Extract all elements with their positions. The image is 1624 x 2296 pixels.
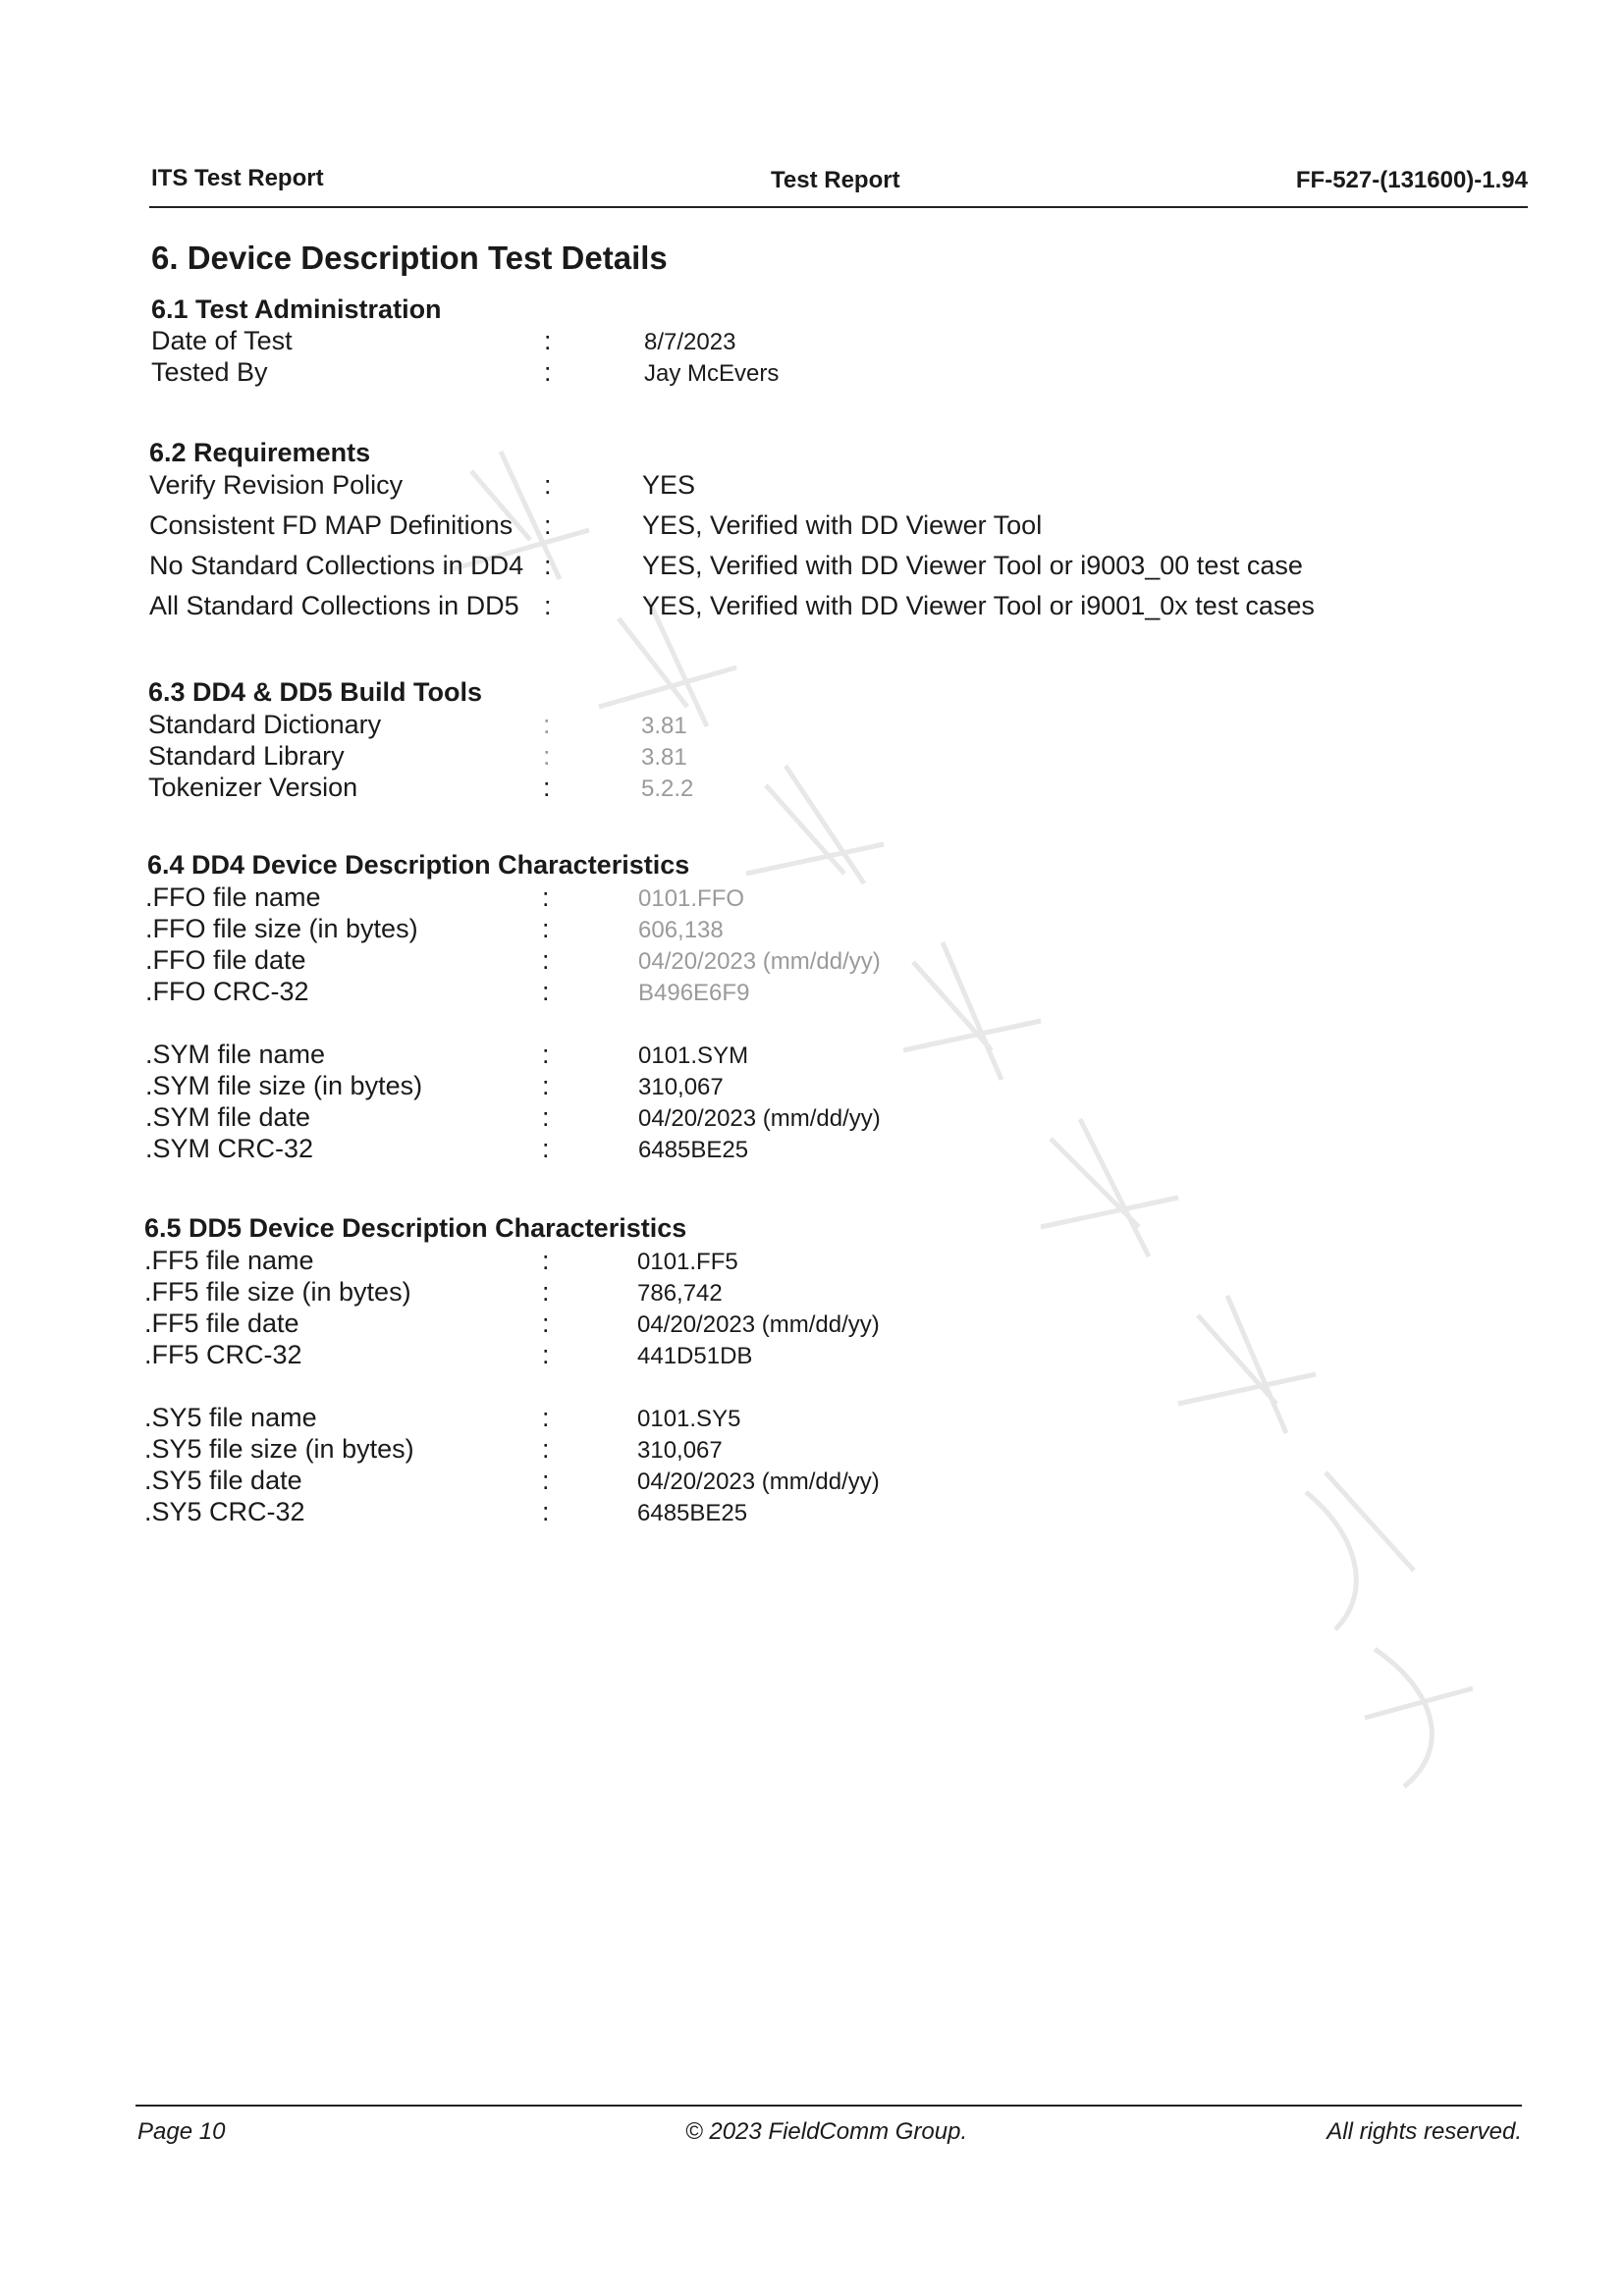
row-label: .FFO CRC-32	[145, 977, 309, 1006]
row-label: .FFO file size (in bytes)	[145, 914, 418, 943]
row-label: .FF5 CRC-32	[144, 1340, 302, 1369]
row-label: Consistent FD MAP Definitions	[149, 510, 514, 540]
page-header	[149, 163, 1528, 208]
row-value: YES	[642, 470, 696, 500]
header-left: ITS Test Report	[151, 165, 324, 191]
row-label: .SYM file size (in bytes)	[145, 1071, 423, 1100]
row-colon: :	[542, 1071, 550, 1100]
dd4-ffo-row	[145, 914, 1422, 945]
row-value: 3.81	[641, 713, 687, 739]
admin-row	[151, 326, 1428, 357]
row-label: All Standard Collections in DD5	[149, 591, 519, 620]
dd5-ff5-row	[144, 1308, 1421, 1340]
row-value: 8/7/2023	[644, 329, 736, 355]
footer-page-number: Page 10	[137, 2118, 226, 2145]
row-label: Standard Library	[148, 741, 345, 771]
subsection-title-dd5: 6.5 DD5 Device Description Characteristics	[144, 1213, 687, 1243]
dd4-sym-row	[145, 1071, 1422, 1102]
dd5-sy5-row	[144, 1403, 1421, 1434]
row-value: 441D51DB	[637, 1343, 753, 1369]
requirement-row	[149, 551, 1426, 582]
row-value: 786,742	[637, 1280, 723, 1307]
row-value: B496E6F9	[638, 980, 750, 1006]
dd4-sym-row	[145, 1134, 1422, 1165]
row-value: 310,067	[638, 1074, 724, 1100]
row-value: 6485BE25	[637, 1500, 748, 1526]
row-label: .SY5 file date	[144, 1466, 302, 1495]
section-title: 6. Device Description Test Details	[151, 240, 668, 276]
row-colon: :	[542, 914, 550, 943]
row-value: YES, Verified with DD Viewer Tool or i9003_00 test case	[642, 551, 1303, 580]
row-colon: :	[544, 326, 552, 355]
dd4-ffo-row	[145, 945, 1422, 977]
dd4-ffo-row	[145, 977, 1422, 1008]
row-colon: :	[542, 1134, 550, 1163]
row-colon: :	[542, 1246, 550, 1275]
row-value: 0101.SY5	[637, 1406, 741, 1432]
row-value: Jay McEvers	[644, 360, 780, 387]
row-label: .SY5 file size (in bytes)	[144, 1434, 414, 1464]
admin-row	[151, 357, 1428, 389]
dd5-sy5-row	[144, 1466, 1421, 1497]
row-colon: :	[542, 1466, 550, 1495]
row-colon: :	[542, 1277, 550, 1307]
row-value: 04/20/2023 (mm/dd/yy)	[638, 948, 881, 975]
dd5-ff5-row	[144, 1246, 1421, 1277]
subsection-title-requirements: 6.2 Requirements	[149, 438, 371, 467]
row-value: 6485BE25	[638, 1137, 749, 1163]
row-colon: :	[542, 1403, 550, 1432]
dd5-ff5-row	[144, 1277, 1421, 1308]
row-colon: :	[543, 710, 551, 739]
requirement-row	[149, 510, 1426, 542]
row-label: Verify Revision Policy	[149, 470, 404, 500]
row-value: 0101.FF5	[637, 1249, 738, 1275]
row-label: Date of Test	[151, 326, 293, 355]
row-colon: :	[544, 591, 552, 620]
row-value: 0101.FFO	[638, 885, 745, 912]
row-label: .FF5 file size (in bytes)	[144, 1277, 411, 1307]
dd5-sy5-row	[144, 1497, 1421, 1528]
row-label: .SYM CRC-32	[145, 1134, 314, 1163]
row-value: 04/20/2023 (mm/dd/yy)	[637, 1468, 880, 1495]
row-value: YES, Verified with DD Viewer Tool or i9001_0x test cases	[642, 591, 1315, 620]
row-value: 0101.SYM	[638, 1042, 749, 1069]
page-footer	[135, 2105, 1522, 2145]
row-value: 3.81	[641, 744, 687, 771]
row-value: 04/20/2023 (mm/dd/yy)	[638, 1105, 881, 1132]
row-label: Standard Dictionary	[148, 710, 382, 739]
row-colon: :	[543, 741, 551, 771]
row-colon: :	[542, 1497, 550, 1526]
dd4-sym-row	[145, 1040, 1422, 1071]
build-tool-row	[148, 710, 1425, 741]
row-colon: :	[542, 1308, 550, 1338]
row-colon: :	[542, 1340, 550, 1369]
subsection-title-admin: 6.1 Test Administration	[151, 294, 442, 324]
row-colon: :	[542, 945, 550, 975]
row-label: .SY5 CRC-32	[144, 1497, 305, 1526]
row-label: .SYM file name	[145, 1040, 326, 1069]
row-value: 606,138	[638, 917, 724, 943]
row-label: Tokenizer Version	[148, 773, 358, 802]
dd5-ff5-row	[144, 1340, 1421, 1371]
subsection-title-build-tools: 6.3 DD4 & DD5 Build Tools	[148, 677, 483, 707]
row-colon: :	[542, 882, 550, 912]
build-tool-row	[148, 741, 1425, 773]
row-label: .SYM file date	[145, 1102, 311, 1132]
row-label: No Standard Collections in DD4	[149, 551, 524, 580]
row-label: .FF5 file name	[144, 1246, 314, 1275]
requirement-row	[149, 470, 1426, 502]
dd4-sym-row	[145, 1102, 1422, 1134]
header-center: Test Report	[771, 167, 900, 193]
header-right: FF-527-(131600)-1.94	[1295, 167, 1528, 193]
row-label: .FF5 file date	[144, 1308, 299, 1338]
row-colon: :	[542, 1434, 550, 1464]
row-colon: :	[544, 510, 552, 540]
row-colon: :	[544, 357, 552, 387]
row-label: .FFO file name	[145, 882, 321, 912]
row-colon: :	[542, 1102, 550, 1132]
row-label: .SY5 file name	[144, 1403, 317, 1432]
footer-rights: All rights reserved.	[1326, 2118, 1522, 2145]
row-value: 04/20/2023 (mm/dd/yy)	[637, 1311, 880, 1338]
subsection-title-dd4: 6.4 DD4 Device Description Characteristics	[147, 850, 690, 880]
row-colon: :	[544, 551, 552, 580]
row-label: Tested By	[151, 357, 268, 387]
requirement-row	[149, 591, 1426, 622]
row-value: YES, Verified with DD Viewer Tool	[642, 510, 1043, 540]
dd5-sy5-row	[144, 1434, 1421, 1466]
row-value: 310,067	[637, 1437, 723, 1464]
row-value: 5.2.2	[641, 775, 694, 802]
footer-copyright: © 2023 FieldComm Group.	[685, 2118, 968, 2145]
row-colon: :	[543, 773, 551, 802]
row-colon: :	[544, 470, 552, 500]
dd4-ffo-row	[145, 882, 1422, 914]
row-colon: :	[542, 977, 550, 1006]
row-label: .FFO file date	[145, 945, 306, 975]
row-colon: :	[542, 1040, 550, 1069]
build-tool-row	[148, 773, 1425, 804]
